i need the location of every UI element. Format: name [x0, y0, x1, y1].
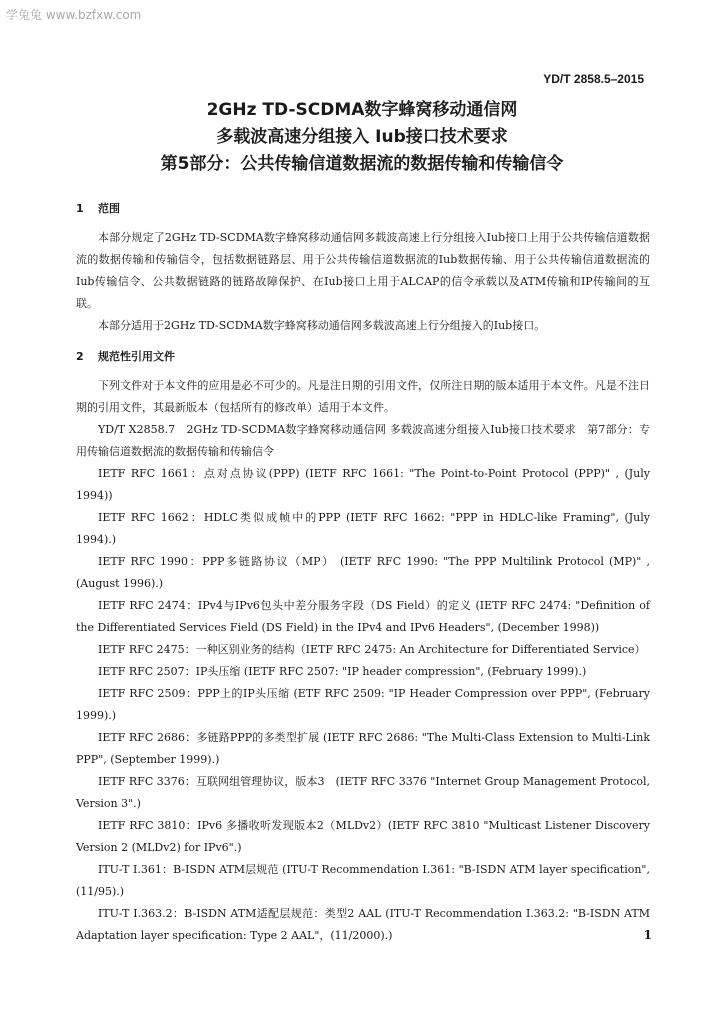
reference-item: IETF RFC 2507：IP头压缩 (IETF RFC 2507: "IP header compression", (February 1999).) [98, 665, 587, 678]
title-line-3: 第5部分：公共传输信道数据流的数据传输和传输信令 [160, 154, 564, 174]
scope-paragraph-1: 本部分规定了2GHz TD-SCDMA数字蜂窝移动通信网多载波高速上行分组接入Iub接口上用于公共传输信道数据流的数据传输和传输信令，包括数据链路层、用于公共传输信道数据流的Iub数据传输、用于公共传输信道数据流的Iub传输信令、公共数据链路的链路故障保护、在Iub接口上用于ALCAP的信令承载以及ATM传输和IP传输间的互联。 [76, 231, 650, 310]
title-line-2: 多载波高速分组接入 Iub接口技术要求 [216, 127, 508, 147]
reference-item: IETF RFC 1661：点对点协议(PPP) (IETF RFC 1661: "The Point-to-Point Protocol (PPP)" , (July 1994)) [76, 467, 650, 502]
standard-code: YD/T 2858.5–2015 [543, 72, 644, 86]
title-line-1: 2GHz TD-SCDMA数字蜂窝移动通信网 [206, 100, 518, 120]
page-number: 1 [643, 928, 652, 942]
reference-item: IETF RFC 3376：互联网组管理协议，版本3 (IETF RFC 3376 "Internet Group Management Protocol, Version 3".) [76, 775, 650, 810]
site-watermark: 学兔兔 www.bzfxw.com [6, 8, 142, 22]
section-title: 规范性引用文件 [98, 350, 175, 363]
document-title [60, 97, 664, 178]
section-title: 范围 [98, 202, 120, 215]
scope-paragraph-2: 本部分适用于2GHz TD-SCDMA数字蜂窝移动通信网多载波高速上行分组接入的Iub接口。 [98, 319, 546, 332]
reference-item: IETF RFC 2686：多链路PPP的多类型扩展 (IETF RFC 2686: "The Multi-Class Extension to Multi-Link PPP", (September 1999).) [76, 731, 650, 766]
reference-item: ITU-T I.361：B-ISDN ATM层规范 (ITU-T Recommendation I.361: "B-ISDN ATM layer specification", (11/95).) [76, 863, 650, 898]
section-number: 1 [76, 202, 84, 215]
references-intro: 下列文件对于本文件的应用是必不可少的。凡是注日期的引用文件，仅所注日期的版本适用于本文件。凡是不注日期的引用文件，其最新版本（包括所有的修改单）适用于本文件。 [76, 379, 650, 414]
reference-item: IETF RFC 2475：一种区别业务的结构（IETF RFC 2475: An Architecture for Differentiated Service） [98, 643, 646, 656]
reference-item: IETF RFC 1662：HDLC类似成帧中的PPP (IETF RFC 1662: "PPP in HDLC-like Framing", (July 1994).) [76, 511, 650, 546]
reference-item: IETF RFC 1990：PPP多链路协议（MP） (IETF RFC 1990: "The PPP Multilink Protocol (MP)" , (August 1996).) [76, 555, 650, 590]
section-heading-scope [76, 198, 650, 220]
section-heading-normative-references [76, 346, 650, 368]
reference-item: IETF RFC 2474：IPv4与IPv6包头中差分服务字段（DS Field）的定义 (IETF RFC 2474: "Definition of the Differentiated Services Field (DS Field) in the IPv4 and IPv6 Headers", (December 1998)) [76, 599, 650, 634]
reference-item: ITU-T I.363.2：B-ISDN ATM适配层规范：类型2 AAL (ITU-T Recommendation I.363.2: "B-ISDN ATM Adaptation layer specification: Type 2 AAL"，(11/2000).) [76, 907, 650, 942]
section-number: 2 [76, 350, 84, 363]
reference-item: IETF RFC 3810：IPv6 多播收听发现版本2（MLDv2）(IETF RFC 3810 "Multicast Listener Discovery Version 2 (MLDv2) for IPv6".) [76, 819, 650, 854]
reference-item: IETF RFC 2509：PPP上的IP头压缩 (ETF RFC 2509: "IP Header Compression over PPP", (February 1999).) [76, 687, 650, 722]
document-body [76, 196, 650, 947]
reference-item: YD/T X2858.7 2GHz TD-SCDMA数字蜂窝移动通信网 多载波高速分组接入Iub接口技术要求 第7部分：专用传输信道数据流的数据传输和传输信令 [76, 423, 650, 458]
